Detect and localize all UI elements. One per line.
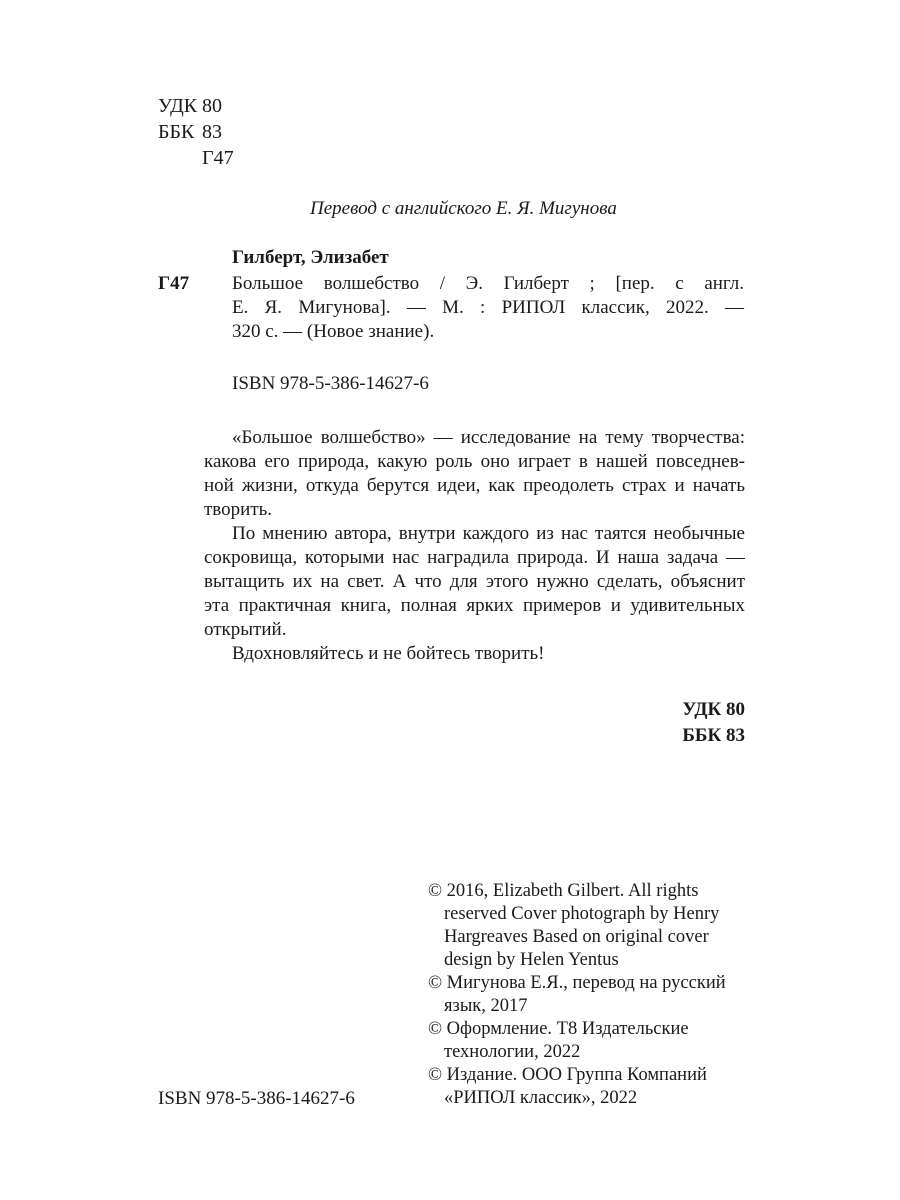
bbk-code-right: ББК 83 [682, 725, 745, 746]
copyright-line: reserved Cover photograph by Henry [444, 904, 720, 924]
copyright-line: © Издание. ООО Группа Компаний [428, 1065, 707, 1085]
copyright-line: © Мигунова Е.Я., перевод на русский [428, 973, 726, 993]
codes-right [600, 697, 745, 749]
copyright-line: Hargreaves Based on original cover [444, 927, 709, 947]
annotation-line: открытий. [204, 619, 287, 640]
isbn-bottom: ISBN 978-5-386-14627-6 [158, 1088, 355, 1109]
translation-note: Перевод с английского Е. Я. Мигунова [310, 198, 617, 219]
copyright-line: язык, 2017 [444, 996, 528, 1016]
udk-code: УДК 80 [158, 95, 222, 117]
biblio-line: Большое волшебство / Э. Гилберт ; [пер. с англ. [232, 273, 744, 294]
copyright-line: «РИПОЛ классик», 2022 [444, 1088, 638, 1108]
copyright-line: design by Helen Yentus [444, 950, 619, 970]
author-sign: Г47 [202, 147, 234, 169]
copyright-line: © 2016, Elizabeth Gilbert. All rights [428, 881, 699, 901]
annotation-line: По мнению автора, внутри каждого из нас таятся необычные [232, 523, 745, 544]
annotation-line: Вдохновляйтесь и не бойтесь творить! [232, 643, 545, 664]
biblio-line: 320 с. — (Новое знание). [232, 321, 435, 342]
annotation-line: эта практичная книга, полная ярких примеров и удивительных [204, 595, 745, 616]
annotation-line: ной жизни, откуда берутся идеи, как преодолеть страх и начать [204, 475, 745, 496]
annotation-line: какова его природа, какую роль оно играет в нашей повседнев- [204, 451, 745, 472]
annotation-line: сокровища, которыми нас наградила природа. И наша задача — [204, 547, 745, 568]
annotation-line: «Большое волшебство» — исследование на тему творчества: [232, 427, 745, 448]
bbk-code: ББК 83 [158, 121, 222, 143]
bibliographic-description [232, 272, 744, 344]
biblio-line: Е. Я. Мигунова]. — М. : РИПОЛ классик, 2022. — [232, 297, 744, 318]
classification-codes [158, 93, 234, 171]
card-author: Гилберт, Элизабет [232, 247, 389, 268]
card-author-sign: Г47 [158, 273, 190, 294]
udk-code-right: УДК 80 [682, 699, 745, 720]
copyright-line: технологии, 2022 [444, 1042, 581, 1062]
card-isbn: ISBN 978-5-386-14627-6 [232, 373, 429, 394]
copyright-block [428, 880, 748, 1110]
copyright-line: © Оформление. Т8 Издательские [428, 1019, 689, 1039]
annotation [204, 426, 745, 666]
annotation-line: творить. [204, 499, 273, 520]
annotation-line: вытащить их на свет. А что для этого нужно сделать, объяснит [204, 571, 745, 592]
